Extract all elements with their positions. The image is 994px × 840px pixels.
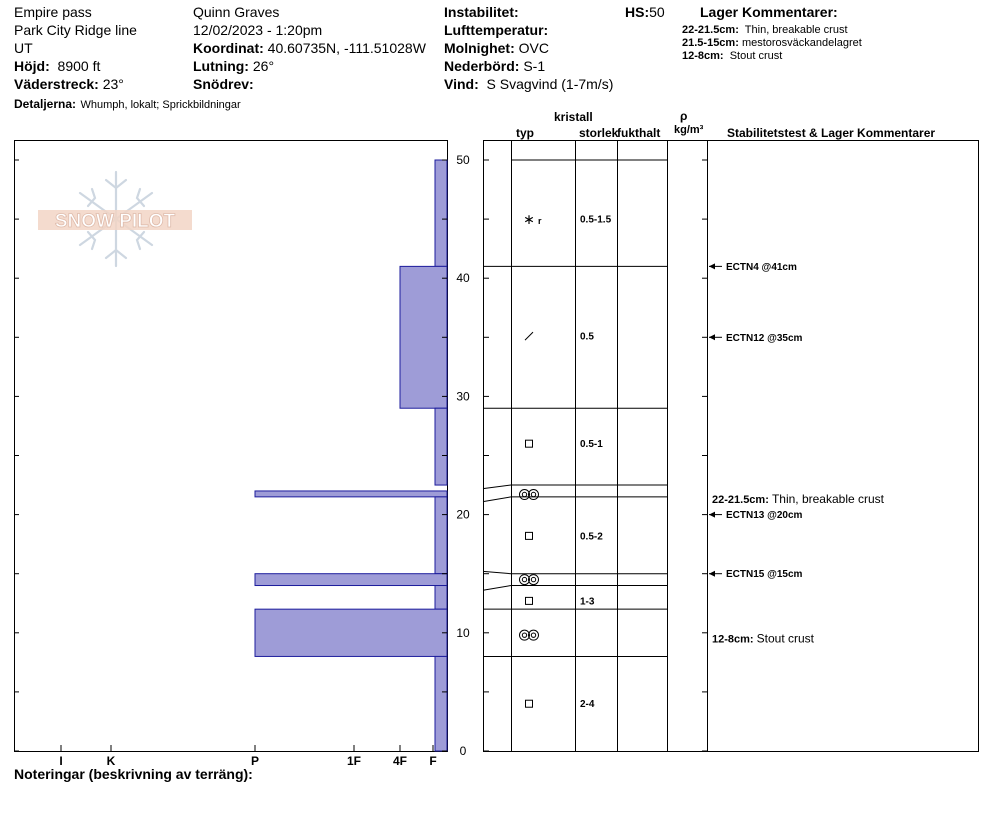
layer-comment-range: 12-8cm: — [682, 50, 724, 62]
hardness-bar — [255, 609, 447, 656]
layer-boundary-link — [483, 485, 511, 489]
col-rho: ρ — [680, 109, 688, 123]
comment-text: Stout crust — [756, 631, 814, 646]
hardness-plot-frame — [15, 141, 448, 752]
location: Empire pass — [14, 4, 92, 20]
grain-size-label: 1-3 — [580, 596, 595, 608]
melt-freeze-icon — [520, 575, 539, 585]
col-size: storlek — [579, 126, 619, 140]
hardness-bar — [435, 497, 447, 574]
depth-tick-label: 10 — [456, 625, 470, 640]
test-arrow-head — [709, 334, 715, 340]
wind-label: Vind: — [444, 76, 479, 92]
hardness-tick-label: 4F — [392, 754, 408, 768]
airtemp-label: Lufttemperatur: — [444, 22, 549, 38]
melt-freeze-icon — [520, 490, 539, 500]
slope-value: 26° — [252, 58, 275, 74]
layer-comment-label — [712, 632, 815, 646]
col-stability: Stabilitetstest & Lager Kommentarer — [727, 126, 936, 140]
elevation-value: 8900 ft — [57, 58, 101, 74]
layer-boundary-link — [483, 497, 511, 502]
layer-boundary-link — [483, 586, 511, 591]
coord-label: Koordinat: — [193, 40, 264, 56]
hs-label: HS: — [625, 4, 650, 20]
aspect-label: Väderstreck: — [14, 76, 99, 92]
datetime: 12/02/2023 - 1:20pm — [193, 22, 323, 38]
hardness-bar — [435, 160, 447, 266]
grain-size-label: 0.5-1 — [580, 439, 603, 451]
test-arrow-head — [709, 512, 715, 518]
precip-label: Nederbörd: — [444, 58, 520, 74]
layer-comment-label — [712, 492, 885, 506]
col-moisture: fukthalt — [617, 126, 661, 140]
precip-value: S-1 — [523, 58, 546, 74]
depth-axis — [14, 153, 707, 758]
layer-comment-range: 22-21.5cm: — [682, 24, 739, 36]
layer-comment-text: Thin, breakable crust — [744, 24, 848, 36]
depth-tick-label: 30 — [456, 389, 470, 404]
faceted-icon — [526, 597, 533, 604]
grain-size-label: 2-4 — [580, 699, 595, 711]
test-arrow-head — [709, 263, 715, 269]
logo-text: SNOW PILOT — [54, 211, 176, 232]
notes-label: Noteringar (beskrivning av terräng): — [14, 766, 253, 782]
sky-value: OVC — [518, 40, 549, 56]
hardness-bar — [400, 266, 447, 408]
elevation-label: Höjd: — [14, 58, 50, 74]
wind-value: S Svagvind (1-7m/s) — [486, 76, 614, 92]
faceted-icon — [526, 532, 533, 539]
depth-tick-label: 50 — [456, 153, 470, 167]
test-arrow-head — [709, 571, 715, 577]
depth-tick-label: 20 — [456, 507, 470, 522]
drift-label: Snödrev: — [193, 76, 254, 92]
hardness-bar — [255, 491, 447, 497]
depth-tick-label: 40 — [456, 271, 470, 286]
hardness-bar — [435, 408, 447, 485]
svg-text:∗: ∗ — [523, 212, 535, 229]
grain-size-label: 0.5-1.5 — [580, 214, 612, 226]
col-density-unit: kg/m³ — [674, 124, 704, 136]
grain-size-label: 0.5-2 — [580, 531, 603, 543]
layer-table-frame — [484, 141, 979, 752]
layer-comment-text: mestorosväckandelagret — [741, 37, 862, 49]
faceted-icon — [526, 700, 533, 707]
hardness-tick-label: P — [250, 754, 260, 768]
stability-test-label: ECTN4 @41cm — [726, 261, 797, 273]
comment-range: 12-8cm: — [712, 633, 757, 646]
hardness-axis — [59, 745, 436, 768]
comment-text: Thin, breakable crust — [771, 492, 884, 507]
layer-comment-text: Stout crust — [729, 50, 783, 62]
area: Park City Ridge line — [14, 22, 137, 38]
state: UT — [14, 40, 33, 56]
table-column-dividers — [512, 140, 708, 751]
stability-test-label: ECTN13 @20cm — [726, 510, 803, 522]
coord-value: 40.60735N, -111.51028W — [267, 40, 426, 56]
snowpilot-logo — [38, 172, 192, 266]
stability-test-label: ECTN15 @15cm — [726, 569, 803, 581]
stability-tests — [709, 262, 885, 646]
details-label: Detaljerna: — [14, 97, 77, 111]
decomposing-icon — [525, 332, 533, 340]
layer-comment-range: 21.5-15cm: — [682, 37, 739, 49]
col-crystal: kristall — [554, 110, 593, 124]
details-value: Whumph, lokalt; Sprickbildningar — [80, 99, 241, 111]
layer-comments-title: Lager Kommentarer: — [700, 4, 838, 20]
hardness-bar — [435, 586, 447, 610]
comment-range: 22-21.5cm: — [712, 494, 772, 507]
hardness-tick-label: 1F — [346, 754, 362, 768]
aspect-value: 23° — [102, 76, 124, 92]
faceted-icon — [526, 440, 533, 447]
hs-value: 50 — [649, 4, 665, 20]
slope-label: Lutning: — [193, 58, 249, 74]
hardness-bar — [435, 656, 447, 751]
depth-tick-label: 0 — [459, 744, 467, 758]
melt-freeze-icon — [520, 630, 539, 640]
hardness-tick-label: F — [429, 754, 437, 768]
stability-test-label: ECTN12 @35cm — [726, 332, 803, 344]
grain-size-label: 0.5 — [580, 331, 594, 343]
svg-text:r: r — [538, 216, 542, 227]
hardness-bars — [255, 160, 447, 751]
sky-label: Molnighet: — [444, 40, 515, 56]
observer: Quinn Graves — [193, 4, 280, 20]
instability-label: Instabilitet: — [444, 4, 519, 20]
col-type: typ — [516, 126, 534, 140]
hardness-tick-label: I — [59, 754, 63, 768]
new-snow-rimed-icon — [523, 212, 542, 228]
hardness-tick-label: K — [106, 754, 116, 768]
hardness-bar — [255, 574, 447, 586]
